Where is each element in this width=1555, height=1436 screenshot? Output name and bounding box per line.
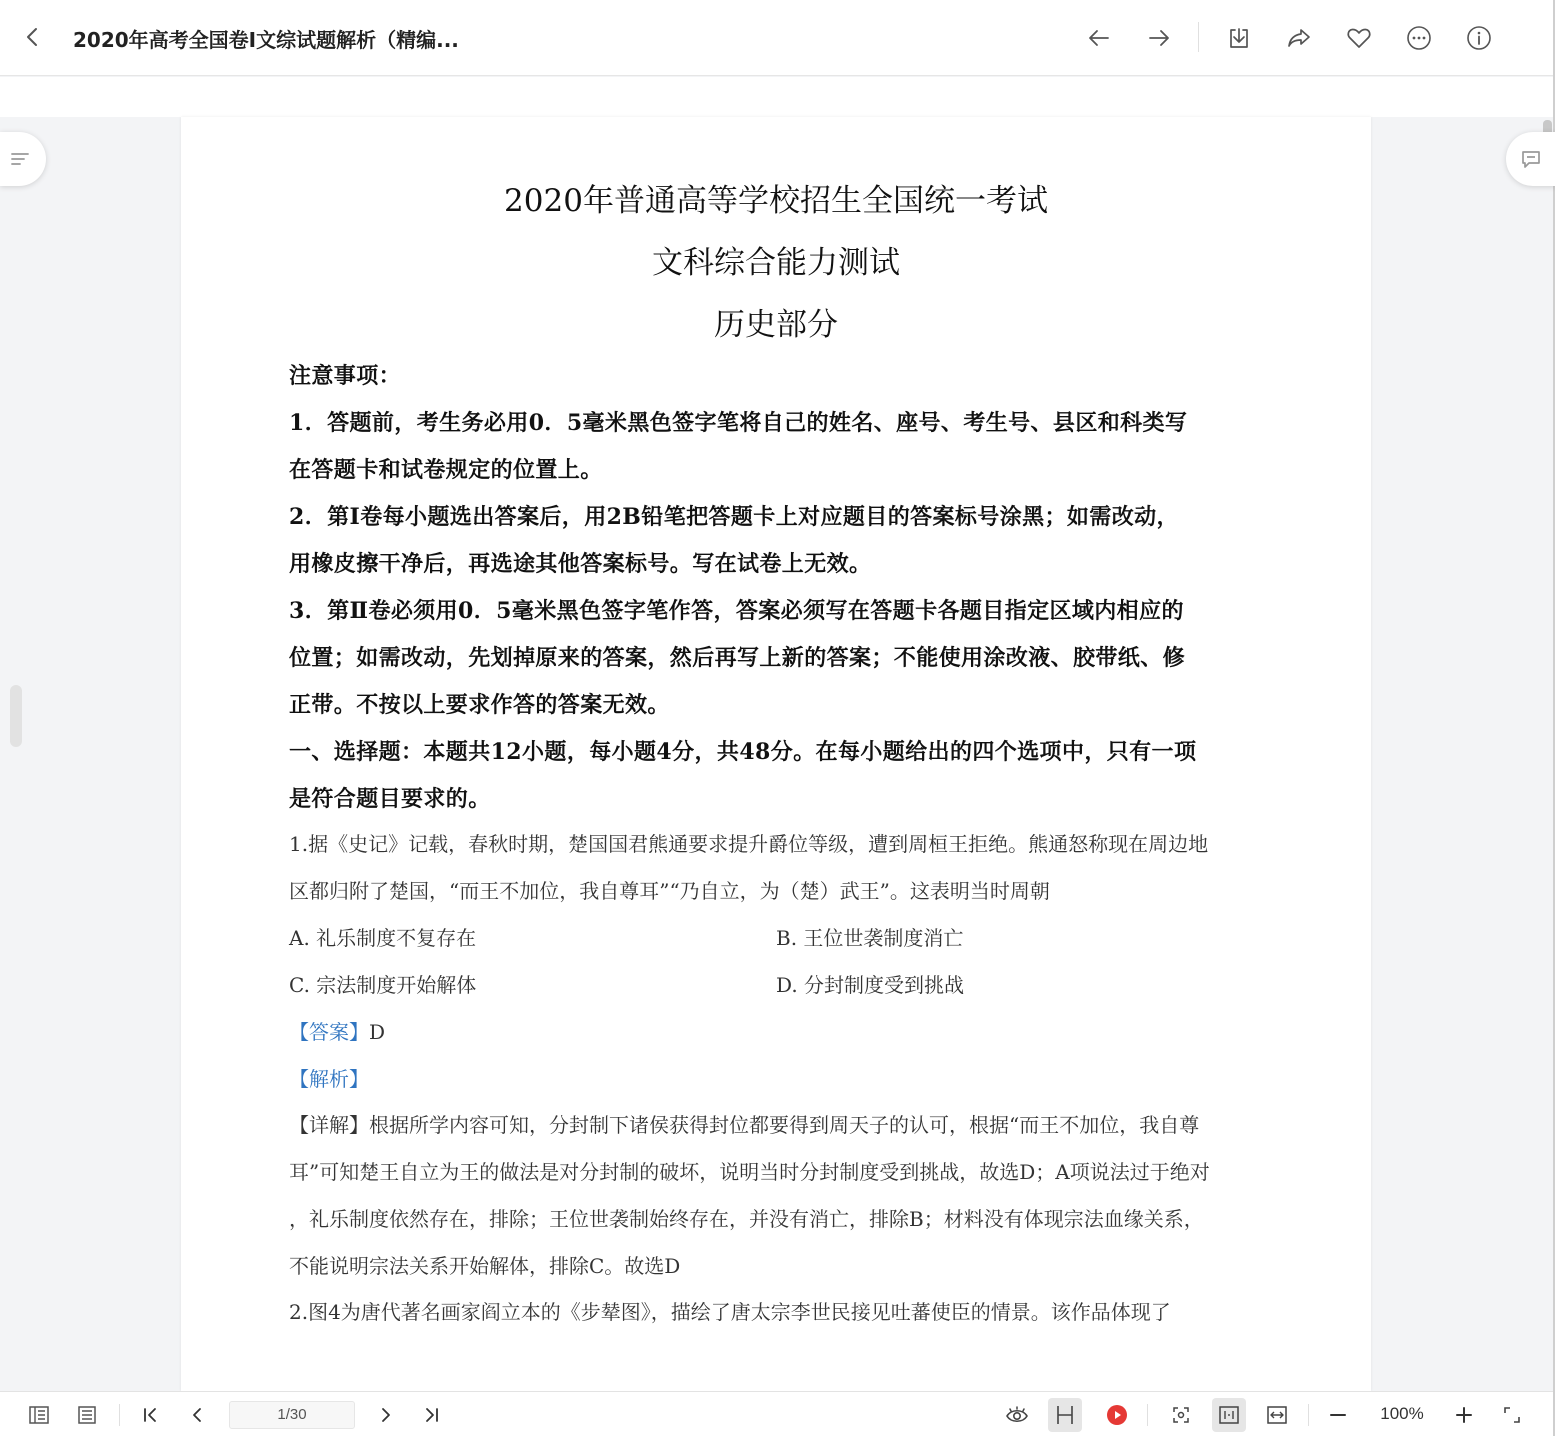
notice-line: 正带。不按以上要求作答的答案无效。	[289, 692, 670, 718]
notice-line: 用橡皮擦干净后，再选途其他答案标号。写在试卷上无效。	[289, 551, 872, 577]
outline-toggle[interactable]	[0, 132, 46, 186]
section-instruction: 一、选择题：本题共12小题，每小题4分，共48分。在每小题给出的四个选项中，只有一项	[289, 739, 1197, 765]
chevron-right-icon	[376, 1405, 396, 1425]
exam-title: 2020年普通高等学校招生全国统一考试	[504, 183, 1048, 219]
analysis-label: 【解析】	[289, 1067, 369, 1091]
notice-title: 注意事项：	[289, 363, 402, 389]
record-button[interactable]	[1100, 1398, 1134, 1432]
eye-icon	[1005, 1405, 1029, 1425]
exam-subtitle: 文科综合能力测试	[652, 245, 900, 281]
outline-icon	[10, 151, 30, 167]
toolbar-divider	[119, 1404, 120, 1426]
document-title: 2020年高考全国卷Ⅰ文综试题解析（精编...	[73, 28, 459, 52]
chevron-left-icon	[187, 1405, 207, 1425]
first-page-icon	[140, 1405, 160, 1425]
detail-text: 不能说明宗法关系开始解体，排除C。故选D	[289, 1254, 681, 1278]
chevron-left-icon	[22, 26, 44, 48]
toolbar-divider	[1147, 1404, 1148, 1426]
last-page-button[interactable]	[415, 1398, 449, 1432]
plus-icon	[1454, 1405, 1474, 1425]
next-button[interactable]	[1141, 20, 1177, 56]
detail-text: 耳”可知楚王自立为王的做法是对分封制的破坏，说明当时分封制度受到挑战，故选D；A项说法过于绝对	[289, 1160, 1210, 1184]
focus-icon	[1171, 1405, 1191, 1425]
page-layout-icon	[1054, 1404, 1076, 1426]
sidebar-drag-handle[interactable]	[10, 685, 22, 747]
page-number-input[interactable]: 1/30	[229, 1401, 355, 1429]
detail-text: 【详解】根据所学内容可知，分封制下诸侯获得封位都要得到周天子的认可，根据“而王不加位，我自尊	[289, 1113, 1200, 1137]
detail-text: ，礼乐制度依然存在，排除；王位世袭制始终存在，并没有消亡，排除B；材料没有体现宗法血缘关系，	[289, 1207, 1204, 1231]
fullscreen-button[interactable]	[1495, 1398, 1529, 1432]
info-icon	[1466, 25, 1492, 51]
fit-page-icon	[1218, 1404, 1240, 1426]
outline-view-button[interactable]	[70, 1398, 104, 1432]
heart-icon	[1346, 26, 1372, 50]
zoom-out-button[interactable]	[1321, 1398, 1355, 1432]
top-spacer	[0, 77, 1553, 117]
arrow-right-icon	[1147, 26, 1171, 50]
more-icon	[1406, 25, 1432, 51]
list-icon	[76, 1404, 98, 1426]
top-toolbar	[0, 0, 1553, 76]
zoom-level[interactable]: 100%	[1380, 1404, 1424, 1423]
answer-line	[289, 1016, 385, 1045]
option-d: D. 分封制度受到挑战	[776, 973, 965, 997]
info-button[interactable]	[1461, 20, 1497, 56]
option-a: A. 礼乐制度不复存在	[289, 926, 477, 950]
last-page-icon	[422, 1405, 442, 1425]
play-record-icon	[1105, 1403, 1129, 1427]
download-button[interactable]	[1221, 20, 1257, 56]
favorite-button[interactable]	[1341, 20, 1377, 56]
comments-toggle[interactable]	[1506, 132, 1555, 186]
arrow-left-icon	[1087, 26, 1111, 50]
option-b: B. 王位世袭制度消亡	[776, 926, 964, 950]
fullscreen-icon	[1502, 1405, 1522, 1425]
first-page-button[interactable]	[133, 1398, 167, 1432]
comment-icon	[1520, 149, 1542, 169]
download-icon	[1227, 26, 1251, 50]
section-instruction: 是符合题目要求的。	[289, 786, 491, 812]
question-2-text: 2.图4为唐代著名画家阎立本的《步辇图》，描绘了唐太宗李世民接见吐蕃使臣的情景。该作品体现了	[289, 1300, 1171, 1324]
notice-line: 2．第Ⅰ卷每小题选出答案后，用2B铅笔把答题卡上对应题目的答案标号涂黑；如需改动，	[289, 504, 1179, 530]
fit-page-button[interactable]	[1212, 1398, 1246, 1432]
zoom-in-button[interactable]	[1447, 1398, 1481, 1432]
toolbar-divider	[1308, 1404, 1309, 1426]
bottom-toolbar	[0, 1391, 1553, 1436]
thumbnail-view-button[interactable]	[22, 1398, 56, 1432]
more-button[interactable]	[1401, 20, 1437, 56]
toolbar-divider	[1198, 22, 1199, 52]
question-1-text: 区都归附了楚国，“而王不加位，我自尊耳”“乃自立，为（楚）武王”。这表明当时周朝	[289, 879, 1050, 903]
previous-page-button[interactable]	[180, 1398, 214, 1432]
notice-line: 1．答题前，考生务必用0．5毫米黑色签字笔将自己的姓名、座号、考生号、县区和科类写	[289, 410, 1188, 436]
section-title: 历史部分	[714, 307, 838, 343]
fit-width-icon	[1266, 1404, 1288, 1426]
fit-width-button[interactable]	[1260, 1398, 1294, 1432]
focus-mode-button[interactable]	[1164, 1398, 1198, 1432]
eye-care-mode-button[interactable]	[1000, 1398, 1034, 1432]
answer-label: 【答案】	[289, 1020, 369, 1044]
notice-line: 位置；如需改动，先划掉原来的答案，然后再写上新的答案；不能使用涂改液、胶带纸、修	[289, 645, 1186, 671]
answer-value: D	[369, 1020, 386, 1044]
notice-line: 3．第Ⅱ卷必须用0．5毫米黑色签字笔作答，答案必须写在答题卡各题目指定区域内相应的	[289, 598, 1184, 624]
thumbnail-icon	[28, 1404, 50, 1426]
document-page	[181, 117, 1371, 1391]
back-button[interactable]	[18, 22, 48, 52]
share-icon	[1286, 26, 1312, 50]
share-button[interactable]	[1281, 20, 1317, 56]
notice-line: 在答题卡和试卷规定的位置上。	[289, 457, 603, 483]
previous-button[interactable]	[1081, 20, 1117, 56]
next-page-button[interactable]	[369, 1398, 403, 1432]
question-1-text: 1.据《史记》记载，春秋时期，楚国国君熊通要求提升爵位等级，遭到周桓王拒绝。熊通怒称现在周边地	[289, 832, 1209, 856]
minus-icon	[1328, 1405, 1348, 1425]
option-c: C. 宗法制度开始解体	[289, 973, 477, 997]
single-page-mode-button[interactable]	[1048, 1398, 1082, 1432]
